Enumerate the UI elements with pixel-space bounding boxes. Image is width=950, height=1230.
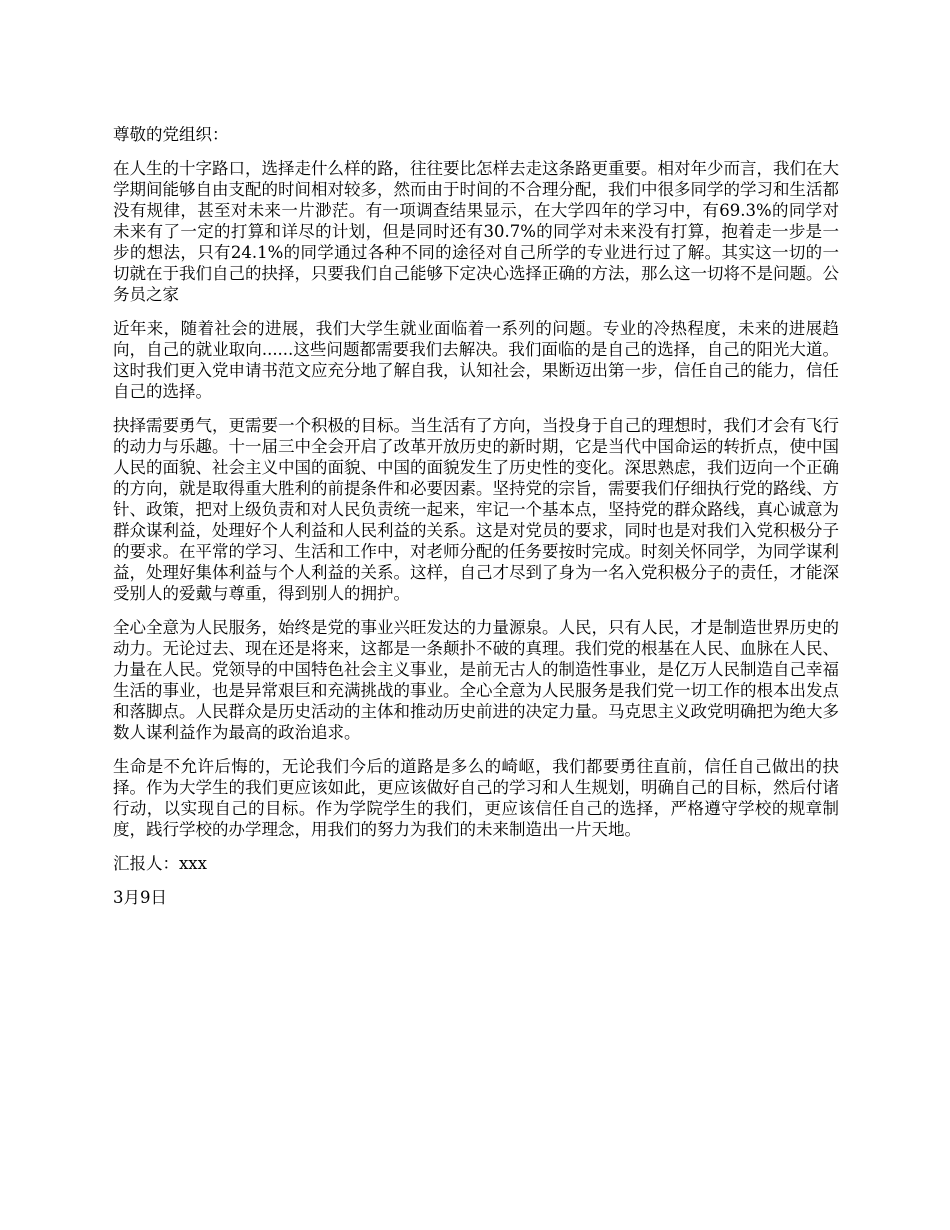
salutation: 尊敬的党组织： — [113, 125, 229, 144]
paragraph-2: 近年来，随着社会的进展，我们大学生就业面临着一系列的问题。专业的冷热程度，未来的进展趋向，自己的就业取向......这些问题都需要我们去解决。我们面临的是自己的选择，自己的阳光大道。这时我们更入党申请书范文应充分地了解自我，认知社会，果断迈出第一步，信任自己的能力，信任自己的选择。 — [113, 319, 839, 401]
report-date: 3月9日 — [113, 888, 167, 907]
reporter-signature: 汇报人：xxx — [113, 854, 207, 873]
paragraph-3: 抉择需要勇气，更需要一个积极的目标。当生活有了方向，当投身于自己的理想时，我们才会有飞行的动力与乐趣。十一届三中全会开启了改革开放历史的新时期，它是当代中国命运的转折点，使中国人民的面貌、社会主义中国的面貌、中国的面貌发生了历史性的变化。深思熟虑，我们迈向一个正确的方向，就是取得重大胜利的前提条件和必要因素。坚持党的宗旨，需要我们仔细执行党的路线、方针、政策，把对上级负责和对人民负责统一起来，牢记一个基本点，坚持党的群众路线，真心诚意为群众谋利益，处理好个人利益和人民利益的关系。这是对党员的要求，同时也是对我们入党积极分子的要求。在平常的学习、生活和工作中，对老师分配的任务要按时完成。时刻关怀同学，为同学谋利益，处理好集体利益与个人利益的关系。这样，自己才尽到了身为一名入党积极分子的责任，才能深受别人的爱戴与尊重，得到别人的拥护。 — [113, 416, 839, 603]
paragraph-1: 在人生的十字路口，选择走什么样的路，往往要比怎样去走这条路更重要。相对年少而言，我们在大学期间能够自由支配的时间相对较多，然而由于时间的不合理分配，我们中很多同学的学习和生活都没有规律，甚至对未来一片渺茫。有一项调查结果显示，在大学四年的学习中，有69.3%的同学对未来有了一定的打算和详尽的计划，但是同时还有30.7%的同学对未来没有打算，抱着走一步是一步的想法，只有24.1%的同学通过各种不同的途径对自己所学的专业进行过了解。其实这一切的一切就在于我们自己的抉择，只要我们自己能够下定决心选择正确的方法，那么这一切将不是问题。公务员之家 — [113, 159, 839, 304]
paragraph-4: 全心全意为人民服务，始终是党的事业兴旺发达的力量源泉。人民，只有人民，才是制造世界历史的动力。无论过去、现在还是将来，这都是一条颠扑不破的真理。我们党的根基在人民、血脉在人民、力量在人民。党领导的中国特色社会主义事业，是前无古人的制造性事业，是亿万人民制造自己幸福生活的事业，也是异常艰巨和充满挑战的事业。全心全意为人民服务是我们党一切工作的根本出发点和落脚点。人民群众是历史活动的主体和推动历史前进的决定力量。马克思主义政党明确把为绝大多数人谋利益作为最高的政治追求。 — [113, 618, 839, 742]
paragraph-5: 生命是不允许后悔的，无论我们今后的道路是多么的崎岖，我们都要勇往直前，信任自己做出的抉择。作为大学生的我们更应该如此，更应该做好自己的学习和人生规划，明确自己的目标，然后付诸行动，以实现自己的目标。作为学院学生的我们，更应该信任自己的选择，严格遵守学校的规章制度，践行学校的办学理念，用我们的努力为我们的未来制造出一片天地。 — [113, 757, 839, 839]
document-body — [113, 124, 839, 908]
